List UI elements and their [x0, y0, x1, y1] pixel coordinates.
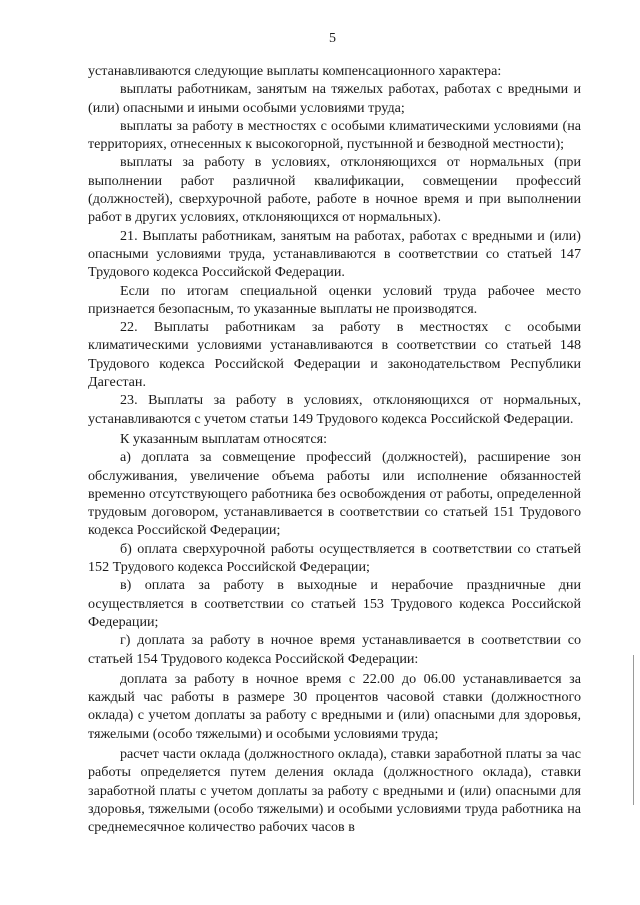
paragraph-10: а) доплата за совмещение профессий (должностей), расширение зон обслуживания, увеличение объема работы или исполнение обязанностей временно отсутствующего работника без освобождения от работы, определенной трудовым договором, устанавливается в соответствии со статьей 151 Трудового кодекса Российской Федерации;	[88, 449, 581, 539]
paragraph-6: Если по итогам специальной оценки условий труда рабочее место признается безопасным, то указанные выплаты не производятся.	[88, 282, 581, 317]
paragraph-9: К указанным выплатам относятся:	[120, 430, 327, 447]
paragraph-15: расчет части оклада (должностного оклада), ставки заработной платы за час работы определяется путем деления оклада (должностного оклада), ставки заработной платы с учетом доплаты за работу с вредными и (или) опасными для здоровья, тяжелыми (особо тяжелыми) и особыми условиями труда работника на среднемесячное количество рабочих часов в	[88, 745, 581, 836]
paragraph-3: выплаты за работу в местностях с особыми климатическими условиями (на территориях, отнесенных к высокогорной, пустынной и безводной местности);	[88, 117, 581, 153]
paragraph-8: 23. Выплаты за работу в условиях, отклоняющихся от нормальных, устанавливаются с учетом статьи 149 Трудового кодекса Российской Федерации.	[88, 392, 581, 427]
paragraph-5: 21. Выплаты работникам, занятым на работах, работах с вредными и (или) опасными условиями труда, устанавливаются в соответствии со статьей 147 Трудового кодекса Российской Федерации.	[88, 227, 581, 281]
paragraph-4: выплаты за работу в условиях, отклоняющихся от нормальных (при выполнении работ различной квалификации, совмещении профессий (должностей), сверхурочной работе, работе в ночное время и при выполнении работ в других условиях, отклоняющихся от нормальных).	[88, 154, 581, 226]
paragraph-1: устанавливаются следующие выплаты компенсационного характера:	[88, 63, 502, 79]
paragraph-14: доплата за работу в ночное время с 22.00 до 06.00 устанавливается за каждый час работы в размере 30 процентов часовой ставки (должностного оклада) с учетом доплаты за работу с вредными и (или) опасными для здоровья, тяжелыми (особо тяжелыми) и особыми условиями труда;	[88, 670, 581, 742]
paragraph-13: г) доплата за работу в ночное время устанавливается в соответствии со статьей 154 Трудового кодекса Российской Федерации:	[88, 632, 581, 667]
document-body	[88, 62, 581, 836]
scan-edge-mark	[633, 655, 634, 805]
paragraph-11: б) оплата сверхурочной работы осуществляется в соответствии со статьей 152 Трудового кодекса Российской Федерации;	[88, 540, 581, 576]
page-number: 5	[329, 31, 336, 46]
paragraph-12: в) оплата за работу в выходные и нерабочие праздничные дни осуществляется в соответствии со статьей 153 Трудового кодекса Российской Федерации;	[88, 577, 581, 630]
paragraph-7: 22. Выплаты работникам за работу в местностях с особыми климатическими условиями устанавливаются в соответствии со статьей 148 Трудового кодекса Российской Федерации и законодательством Республики Дагестан.	[88, 319, 581, 391]
paragraph-2: выплаты работникам, занятым на тяжелых работах, работах с вредными и (или) опасными и иными особыми условиями труда;	[88, 81, 581, 116]
